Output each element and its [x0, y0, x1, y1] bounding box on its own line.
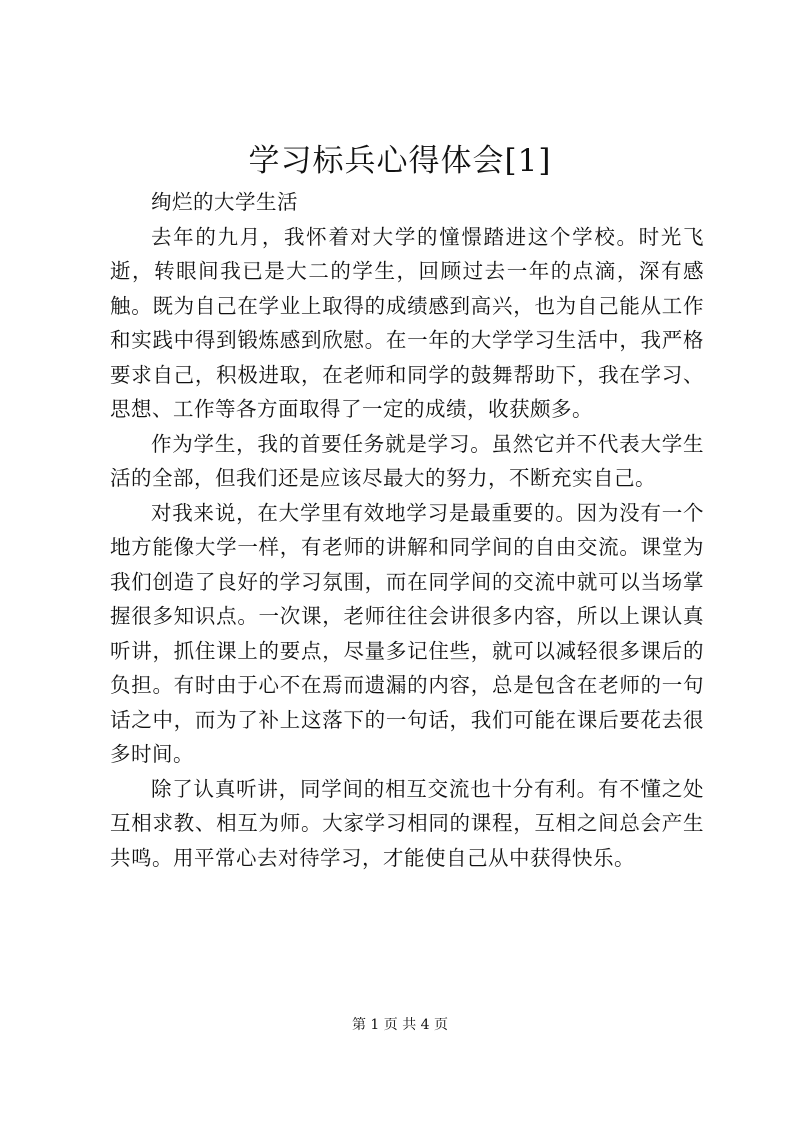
page-number-footer: 第 1 页 共 4 页: [351, 1017, 449, 1033]
body-paragraph: 作为学生，我的首要任务就是学习。虽然它并不代表大学生活的全部，但我们还是应该尽最大的努力，不断充实自己。: [110, 431, 704, 490]
page-title: 学习标兵心得体会[1]: [248, 143, 552, 179]
body-paragraph: 除了认真听讲，同学间的相互交流也十分有利。有不懂之处互相求教、相互为师。大家学习相同的课程，互相之间总会产生共鸣。用平常心去对待学习，才能使自己从中获得快乐。: [110, 776, 704, 870]
body-paragraph: 对我来说，在大学里有效地学习是最重要的。因为没有一个地方能像大学一样，有老师的讲解和同学间的自由交流。课堂为我们创造了良好的学习氛围，而在同学间的交流中就可以当场掌握很多知识点。一次课，老师往往会讲很多内容，所以上课认真听讲，抓住课上的要点，尽量多记住些，就可以减轻很多课后的负担。有时由于心不在焉而遗漏的内容，总是包含在老师的一句话之中，而为了补上这落下的一句话，我们可能在课后要花去很多时间。: [110, 500, 704, 766]
document-body: [110, 185, 704, 875]
body-paragraph: 去年的九月，我怀着对大学的憧憬踏进这个学校。时光飞逝，转眼间我已是大二的学生，回顾过去一年的点滴，深有感触。既为自己在学业上取得的成绩感到高兴，也为自己能从工作和实践中得到锻炼感到欣慰。在一年的大学学习生活中，我严格要求自己，积极进取，在老师和同学的鼓舞帮助下，我在学习、思想、工作等各方面取得了一定的成绩，收获颇多。: [110, 224, 704, 421]
subtitle-paragraph: 绚烂的大学生活: [151, 190, 298, 214]
